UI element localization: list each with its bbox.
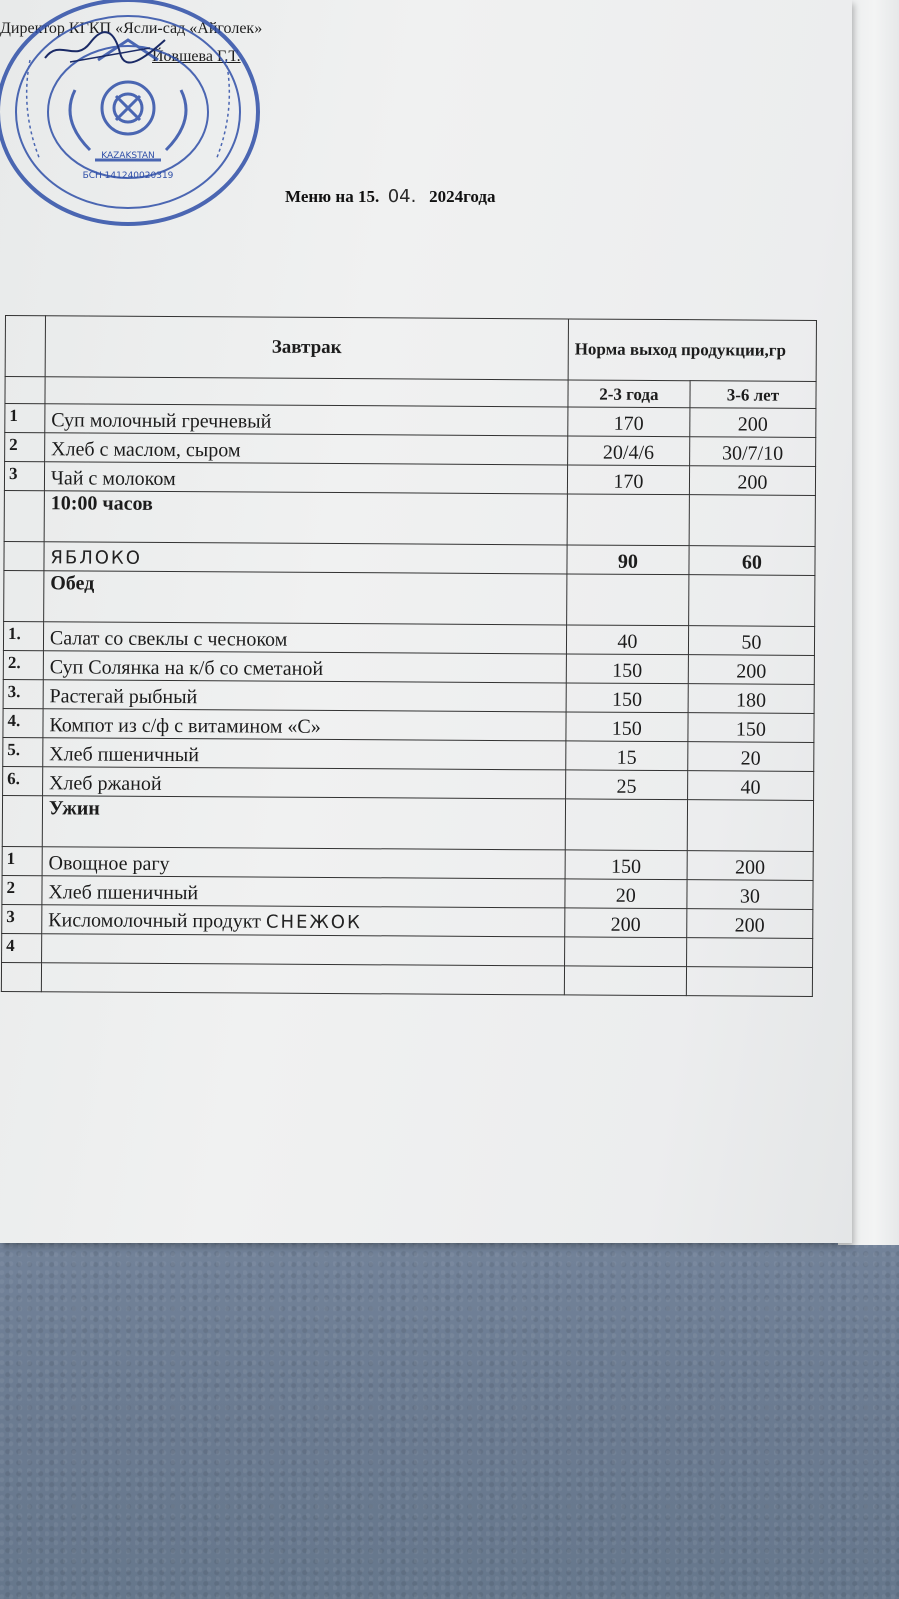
table-row: 3 Кисломолочный продукт СНЕЖОК 200 200 — [2, 904, 813, 938]
header-norm: Норма выход продукции,гр — [568, 319, 816, 382]
age-2: 3-6 лет — [690, 381, 816, 409]
table-row: 4 — [2, 933, 813, 967]
table-row: 5. Хлеб пшеничный 15 20 — [3, 737, 814, 771]
dish-name: Кисломолочный продукт — [48, 909, 262, 933]
table-row: 1 Суп молочный гречневый 170 200 — [5, 404, 816, 438]
table-row: 2. Суп Солянка на к/б со сметаной 150 200 — [3, 650, 814, 684]
table-row: 3 Чай с молоком 170 200 — [4, 462, 815, 496]
header-num-cell — [5, 316, 45, 377]
title-year: 2024 — [429, 187, 464, 206]
menu-table — [1, 315, 817, 997]
section-title: 10:00 часов — [44, 491, 567, 545]
table-row: 4. Компот из с/ф с витамином «С» 150 150 — [3, 708, 814, 742]
title-suffix: года — [463, 187, 496, 206]
table-header-row — [5, 316, 816, 382]
signature-icon — [40, 28, 170, 68]
leather-surface — [0, 1225, 899, 1599]
title-prefix: Меню на 15. — [285, 187, 380, 206]
table-row: 1 Овощное рагу 150 200 — [2, 846, 813, 880]
section-title: Обед — [44, 571, 567, 625]
table-row: 1. Салат со свеклы с чесноком 40 50 — [3, 621, 814, 655]
table-row: 2 Хлеб пшеничный 20 30 — [2, 875, 813, 909]
table-row-empty — [1, 962, 812, 996]
title-month: 04. — [387, 186, 417, 207]
stamp-bin-text: БСН 141240020319 — [82, 171, 174, 181]
section-row-dinner — [2, 795, 813, 851]
stamp-center-text: KAZAKSTAN — [101, 151, 155, 161]
menu-title — [285, 186, 496, 207]
age-1: 2-3 года — [568, 380, 690, 408]
section-row-lunch — [4, 570, 815, 626]
director-line: Директор КГКП «Ясли-сад «Айголек» — [0, 20, 263, 37]
handwritten-apple: ЯБЛОКО — [50, 547, 142, 569]
header-meal: Завтрак — [45, 316, 568, 380]
section-row-snack — [4, 490, 815, 546]
table-row: 2 Хлеб с маслом, сыром 20/4/6 30/7/10 — [5, 433, 816, 467]
table-row: 3. Растегай рыбный 150 180 — [3, 679, 814, 713]
signer-name: Йовшева Г.Т. — [152, 48, 241, 65]
handwritten-snezhok: СНЕЖОК — [265, 911, 362, 934]
section-title: Ужин — [42, 796, 565, 850]
table-row: ЯБЛОКО 90 60 — [4, 541, 815, 575]
table-row: 6. Хлеб ржаной 25 40 — [3, 766, 814, 800]
